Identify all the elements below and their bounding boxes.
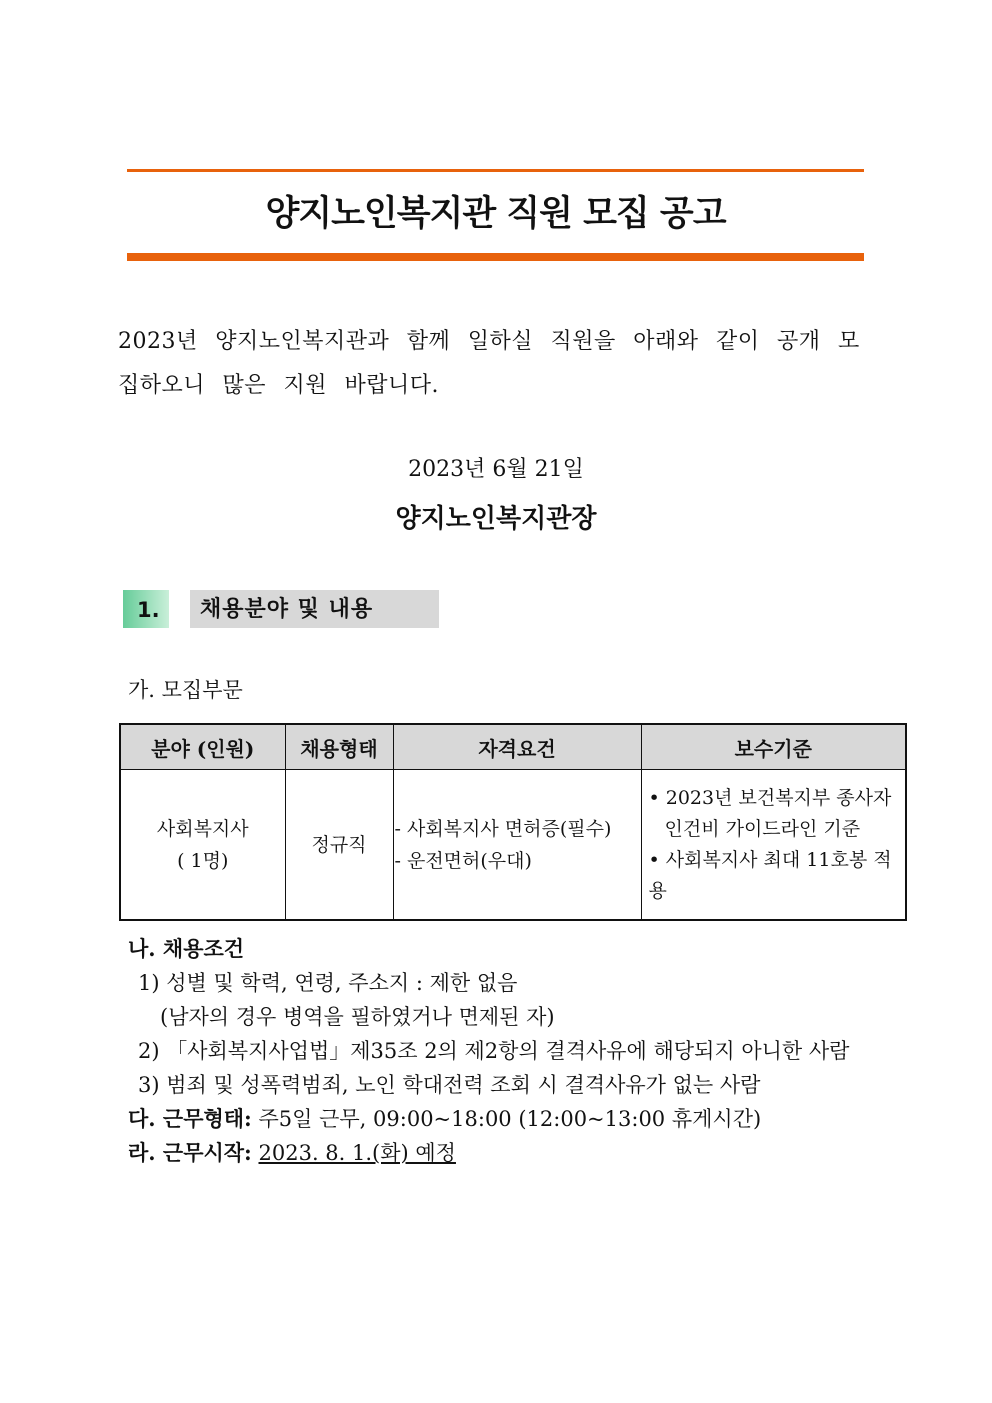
header-type: 채용형태 (285, 724, 393, 770)
section-number-badge: 1. (123, 590, 169, 628)
field-name: 사회복지사 (156, 817, 249, 840)
section-title: 채용분야 및 내용 (190, 590, 439, 628)
notice-date: 2023년 6월 21일 (408, 457, 584, 482)
work-type-value: 주5일 근무, 09:00~18:00 (12:00~13:00 휴게시간) (258, 1107, 762, 1131)
field-count: ( 1명) (177, 849, 229, 872)
header-qualification: 자격요건 (393, 724, 641, 770)
work-type-label: 다. 근무형태: (128, 1106, 252, 1131)
page-title: 양지노인복지관 직원 모집 공고 (265, 194, 726, 234)
qualification-1: - 사회복지사 면허증(필수) (394, 817, 612, 840)
table-header-row (120, 724, 906, 770)
conditions-block (128, 932, 849, 1170)
cell-field (120, 770, 285, 921)
title-top-rule (127, 169, 864, 172)
pay-1b: 인건비 가이드라인 기준 (664, 817, 861, 840)
pay-1a: • 2023년 보건복지부 종사자 (648, 786, 892, 809)
header-field: 분야 (인원) (120, 724, 285, 770)
header-pay: 보수기준 (641, 724, 906, 770)
work-type-line (128, 1102, 849, 1136)
condition-2: 2) 「사회복지사업법」제35조 2의 제2항의 결격사유에 해당되지 아니한 사람 (138, 1039, 850, 1063)
table-row (120, 770, 906, 921)
cell-pay (641, 770, 906, 921)
subsection-b-heading: 나. 채용조건 (128, 936, 245, 961)
subsection-a-heading: 가. 모집부문 (128, 678, 243, 702)
condition-1: 1) 성별 및 학력, 연령, 주소지 : 제한 없음 (138, 971, 518, 995)
pay-2: • 사회복지사 최대 11호봉 적용 (648, 848, 892, 902)
start-date-value: 2023. 8. 1.(화) 예정 (258, 1141, 456, 1165)
start-date-label: 라. 근무시작: (128, 1140, 252, 1165)
condition-1-note: (남자의 경우 병역을 필하였거나 면제된 자) (160, 1005, 555, 1029)
issuer-name: 양지노인복지관장 (395, 504, 597, 534)
qualification-2: - 운전면허(우대) (394, 849, 532, 872)
intro-line-2: 집하오니 많은 지원 바랍니다. (118, 373, 439, 398)
recruitment-table (119, 723, 907, 921)
start-date-line (128, 1136, 849, 1170)
intro-paragraph (118, 320, 878, 408)
cell-type: 정규직 (285, 770, 393, 921)
title-bottom-rule (127, 253, 864, 261)
cell-qualification (393, 770, 641, 921)
condition-3: 3) 범죄 및 성폭력범죄, 노인 학대전력 조회 시 결격사유가 없는 사람 (138, 1073, 761, 1097)
intro-line-1: 2023년 양지노인복지관과 함께 일하실 직원을 아래와 같이 공개 모 (118, 329, 860, 354)
